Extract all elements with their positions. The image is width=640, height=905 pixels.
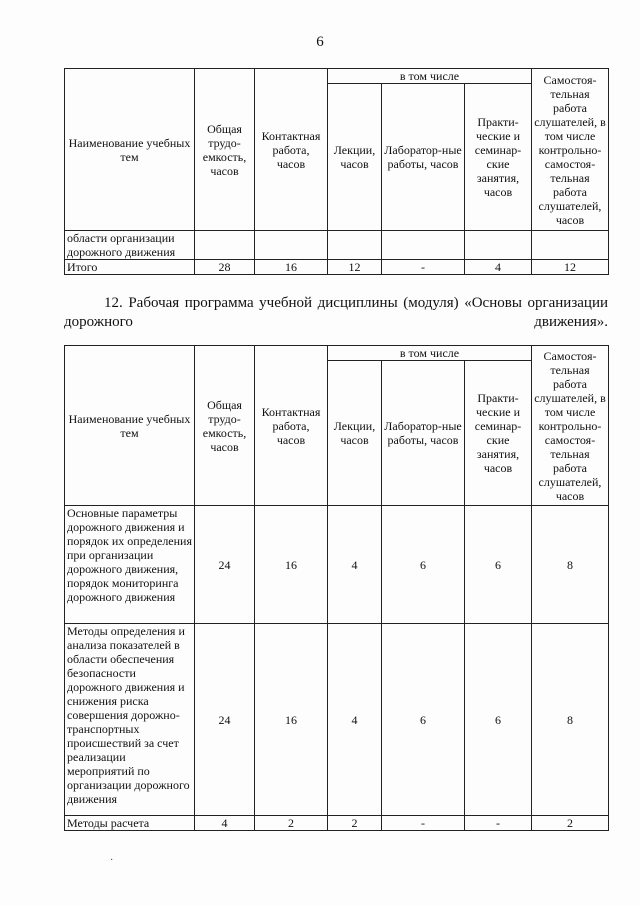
lab-hours [382,231,465,260]
contact-hours: 16 [255,260,328,275]
lecture-hours: 4 [328,506,382,624]
header-total-hours: Общая трудо-емкость, часов [195,69,255,231]
lab-hours: - [382,260,465,275]
practice-hours: - [465,816,532,831]
header-lectures: Лекции, часов [328,84,382,231]
header-practice: Практи-ческие и семинар-ские занятия, часов [465,361,532,506]
lab-hours: 6 [382,624,465,816]
lecture-hours: 12 [328,260,382,275]
total-hours: 24 [195,624,255,816]
topic-name: области организации дорожного движения [65,231,195,260]
practice-hours [465,231,532,260]
header-self-study: Самостоя-тельная работа слушателей, в том числе контрольно-самостоя-тельная работа слушателей, часов [532,69,609,231]
lab-hours: 6 [382,506,465,624]
header-topic-name: Наименование учебных тем [65,346,195,506]
contact-hours: 16 [255,506,328,624]
self-study-hours: 12 [532,260,609,275]
contact-hours: 16 [255,624,328,816]
lab-hours: - [382,816,465,831]
table-row-total [65,260,609,275]
self-study-hours [532,231,609,260]
page-number: 6 [316,34,324,50]
self-study-hours: 8 [532,624,609,816]
header-including-group: в том числе [328,346,532,361]
scan-speck: · [110,855,114,866]
header-lectures: Лекции, часов [328,361,382,506]
contact-hours [255,231,328,260]
topic-name: Основные параметры дорожного движения и порядок их определения при организации дорожного движения, порядок мониторинга дорожного движения [65,506,195,624]
lecture-hours: 2 [328,816,382,831]
header-contact-hours: Контактная работа, часов [255,346,328,506]
header-topic-name: Наименование учебных тем [65,69,195,231]
lecture-hours [328,231,382,260]
table-row [65,624,609,816]
self-study-hours: 2 [532,816,609,831]
practice-hours: 6 [465,506,532,624]
table-row [65,506,609,624]
total-hours: 4 [195,816,255,831]
header-self-study: Самостоя-тельная работа слушателей, в том числе контрольно-самостоя-тельная работа слушателей, часов [532,346,609,506]
header-labs: Лаборатор-ные работы, часов [382,361,465,506]
total-hours [195,231,255,260]
topic-name: Методы определения и анализа показателей в области обеспечения безопасности дорожного движения и снижения риска совершения дорожно-транспортных происшествий за счет реализации мероприятий по организации дорожного движения [65,624,195,816]
total-hours: 24 [195,506,255,624]
header-practice: Практи-ческие и семинар-ские занятия, часов [465,84,532,231]
section-heading: 12. Рабочая программа учебной дисциплины (модуля) «Основы организации дорожного движения». [64,295,608,330]
contact-hours: 2 [255,816,328,831]
practice-hours: 6 [465,624,532,816]
total-hours: 28 [195,260,255,275]
practice-hours: 4 [465,260,532,275]
table-row [65,231,609,260]
table-row [65,816,609,831]
curriculum-table-top [64,68,609,275]
header-including-group: в том числе [328,69,532,84]
header-contact-hours: Контактная работа, часов [255,69,328,231]
topic-name: Методы расчета [65,816,195,831]
header-labs: Лаборатор-ные работы, часов [382,84,465,231]
lecture-hours: 4 [328,624,382,816]
self-study-hours: 8 [532,506,609,624]
topic-name: Итого [65,260,195,275]
curriculum-table-main [64,345,609,831]
header-total-hours: Общая трудо-емкость, часов [195,346,255,506]
